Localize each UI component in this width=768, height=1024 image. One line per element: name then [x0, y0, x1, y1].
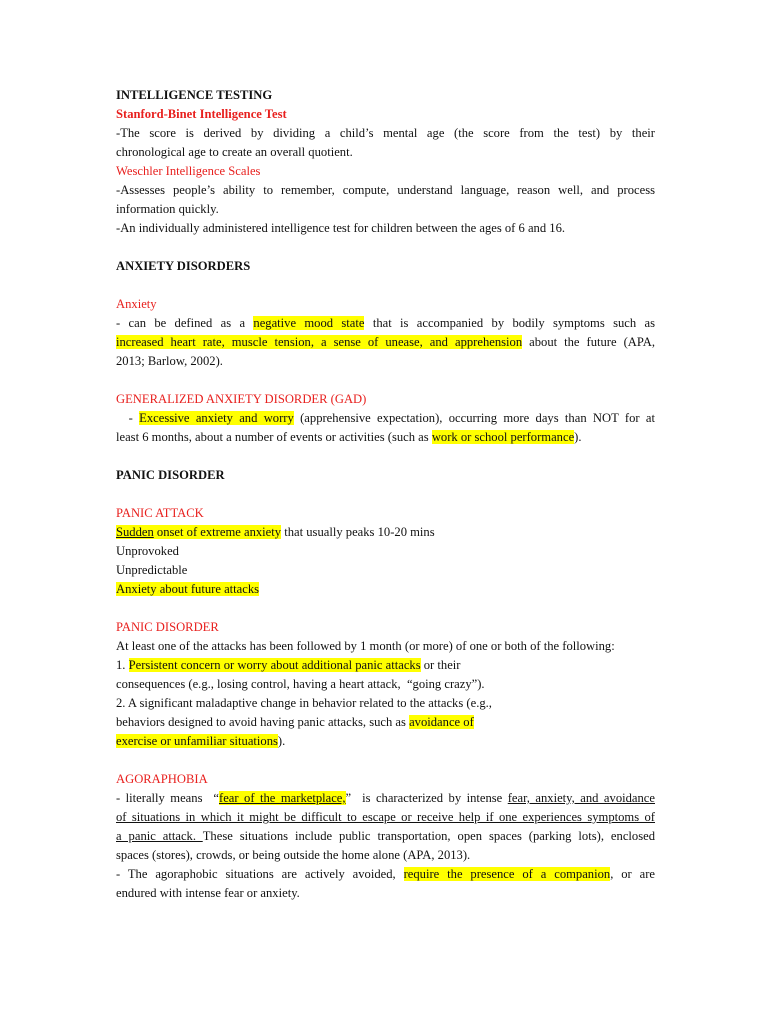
highlight: Sudden	[116, 525, 154, 539]
highlight: work or school performance	[431, 430, 575, 444]
anxiety-def-line-3: 2013; Barlow, 2002).	[116, 354, 223, 368]
underlined-text: a panic attack.	[116, 829, 203, 843]
highlight: require the presence of a companion	[403, 867, 611, 881]
highlight: increased heart rate, muscle tension, a sense of unease, and apprehension	[116, 335, 523, 349]
spacer	[116, 238, 655, 257]
spacer	[116, 276, 655, 295]
agoraphobia-line-1: - literally means “fear of the marketplace,” is characterized by intense fear, anxiety, and avoidance	[116, 791, 655, 805]
anxiety-title: Anxiety	[116, 297, 157, 311]
anxiety-def-line-2: increased heart rate, muscle tension, a sense of unease, and apprehension about the future (APA,	[116, 335, 655, 349]
panic-disorder-title: PANIC DISORDER	[116, 620, 219, 634]
spacer	[116, 599, 655, 618]
highlight: Anxiety about future attacks	[116, 582, 260, 596]
panic-attack-line-2: Unprovoked	[116, 544, 179, 558]
highlight: Excessive anxiety and worry	[139, 411, 294, 425]
agoraphobia-line-4: spaces (stores), crowds, or being outside the home alone (APA, 2013).	[116, 848, 471, 862]
panic-attack-line-1: Sudden onset of extreme anxiety that usually peaks 10-20 mins	[116, 525, 435, 539]
agoraphobia-line-6: endured with intense fear or anxiety.	[116, 886, 300, 900]
gad-title: GENERALIZED ANXIETY DISORDER (GAD)	[116, 392, 367, 406]
document-page	[116, 86, 655, 903]
weschler-desc-line-3: -An individually administered intelligence test for children between the ages of 6 and 16.	[116, 221, 566, 235]
intelligence-heading: INTELLIGENCE TESTING	[116, 88, 273, 102]
panic-disorder-line-5: behaviors designed to avoid having panic attacks, such as avoidance of	[116, 715, 474, 729]
agoraphobia-line-5: - The agoraphobic situations are actively avoided, require the presence of a companion, or are	[116, 867, 656, 881]
weschler-desc-line-2: information quickly.	[116, 202, 219, 216]
underlined-text: fear, anxiety, and avoidance	[507, 791, 655, 805]
stanford-binet-desc-line-1: -The score is derived by dividing a child’s mental age (the score from the test) by their	[116, 126, 655, 140]
gad-line-1: - Excessive anxiety and worry (apprehensive expectation), occurring more days than NOT for at	[116, 411, 655, 425]
panic-disorder-line-4: 2. A significant maladaptive change in behavior related to the attacks (e.g.,	[116, 696, 492, 710]
stanford-binet-desc-line-2: chronological age to create an overall quotient.	[116, 145, 353, 159]
panic-disorder-line-1: At least one of the attacks has been followed by 1 month (or more) of one or both of the following:	[116, 639, 615, 653]
weschler-desc-line-1: -Assesses people’s ability to remember, compute, understand language, reason well, and process	[116, 183, 655, 197]
underlined-text: of situations in which it might be difficult to escape or receive help if one experiences symptoms of	[116, 810, 655, 824]
panic-attack-line-3: Unpredictable	[116, 563, 188, 577]
weschler-title: Weschler Intelligence Scales	[116, 164, 261, 178]
spacer	[116, 447, 655, 466]
highlight: negative mood state	[253, 316, 365, 330]
spacer	[116, 751, 655, 770]
spacer	[116, 485, 655, 504]
anxiety-def-line-1: - can be defined as a negative mood state that is accompanied by bodily symptoms such as	[116, 316, 655, 330]
panic-attack-title: PANIC ATTACK	[116, 506, 204, 520]
agoraphobia-line-2	[116, 808, 655, 827]
highlight: exercise or unfamiliar situations	[116, 734, 278, 748]
highlight: fear of the marketplace,	[219, 791, 346, 805]
anxiety-disorders-heading: ANXIETY DISORDERS	[116, 259, 251, 273]
panic-attack-line-4	[116, 580, 655, 599]
panic-disorder-line-3: consequences (e.g., losing control, having a heart attack, “going crazy”).	[116, 677, 485, 691]
highlight: avoidance of	[409, 715, 474, 729]
gad-line-2: least 6 months, about a number of events or activities (such as work or school performance).	[116, 430, 582, 444]
agoraphobia-title: AGORAPHOBIA	[116, 772, 208, 786]
panic-disorder-line-6: exercise or unfamiliar situations).	[116, 734, 286, 748]
highlight: Persistent concern or worry about additional panic attacks	[128, 658, 421, 672]
panic-disorder-line-2: 1. Persistent concern or worry about additional panic attacks or their	[116, 658, 461, 672]
panic-disorder-heading: PANIC DISORDER	[116, 468, 225, 482]
agoraphobia-line-3: a panic attack. These situations include public transportation, open spaces (parking lots), enclosed	[116, 829, 655, 843]
spacer	[116, 371, 655, 390]
stanford-binet-title: Stanford-Binet Intelligence Test	[116, 107, 287, 121]
highlight: onset of extreme anxiety	[153, 525, 282, 539]
